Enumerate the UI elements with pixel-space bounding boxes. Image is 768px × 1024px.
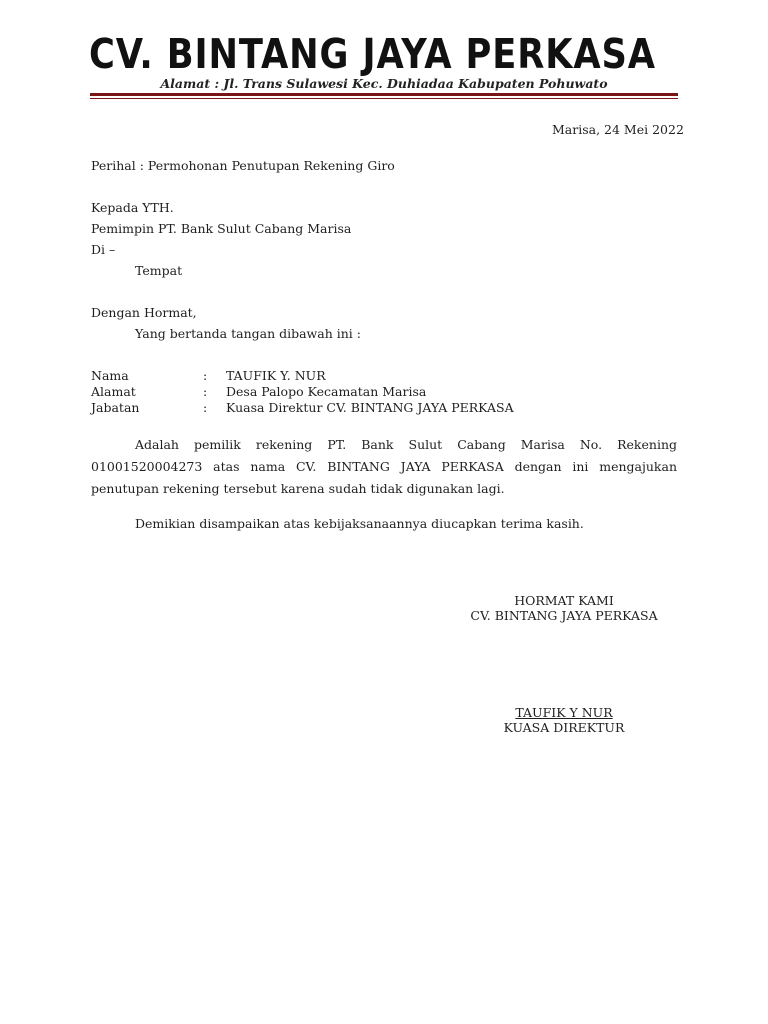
- company-address: Alamat : Jl. Trans Sulawesi Kec. Duhiadaa Kabupaten Pohuwato: [160, 76, 608, 91]
- identity-value: Desa Palopo Kecamatan Marisa: [226, 384, 427, 399]
- letterhead-rule-thick: [90, 93, 678, 96]
- letter-subject: Perihal : Permohonan Penutupan Rekening Giro: [91, 158, 395, 173]
- identity-separator: :: [203, 384, 208, 399]
- recipient-line-1: Kepada YTH.: [91, 200, 174, 215]
- greeting: Dengan Hormat,: [91, 305, 197, 320]
- identity-separator: :: [203, 400, 208, 415]
- signature-salutation: HORMAT KAMI: [514, 593, 614, 608]
- identity-label: Jabatan: [91, 400, 140, 415]
- intro-line: Yang bertanda tangan dibawah ini :: [135, 326, 361, 341]
- closing-line: Demikian disampaikan atas kebijaksanaannya diucapkan terima kasih.: [135, 516, 584, 531]
- recipient-line-3: Di –: [91, 242, 116, 257]
- letter-date: Marisa, 24 Mei 2022: [552, 122, 684, 137]
- signatory-title: KUASA DIREKTUR: [503, 720, 625, 735]
- signature-company: CV. BINTANG JAYA PERKASA: [470, 608, 658, 623]
- identity-value: TAUFIK Y. NUR: [226, 368, 326, 383]
- company-name: CV. BINTANG JAYA PERKASA: [89, 30, 656, 78]
- identity-label: Alamat: [91, 384, 136, 399]
- recipient-line-4: Tempat: [135, 263, 183, 278]
- identity-value: Kuasa Direktur CV. BINTANG JAYA PERKASA: [226, 400, 514, 415]
- signatory-name: TAUFIK Y NUR: [515, 705, 613, 720]
- identity-separator: :: [203, 368, 208, 383]
- letterhead-rule-thin: [90, 98, 678, 99]
- recipient-line-2: Pemimpin PT. Bank Sulut Cabang Marisa: [91, 221, 352, 236]
- identity-label: Nama: [91, 368, 129, 383]
- body-paragraph: Adalah pemilik rekening PT. Bank Sulut Cabang Marisa No. Rekening 01001520004273 atas nama CV. BINTANG JAYA PERKASA dengan ini mengajukan penutupan rekening tersebut karena sudah tidak digunakan lagi.: [91, 437, 677, 496]
